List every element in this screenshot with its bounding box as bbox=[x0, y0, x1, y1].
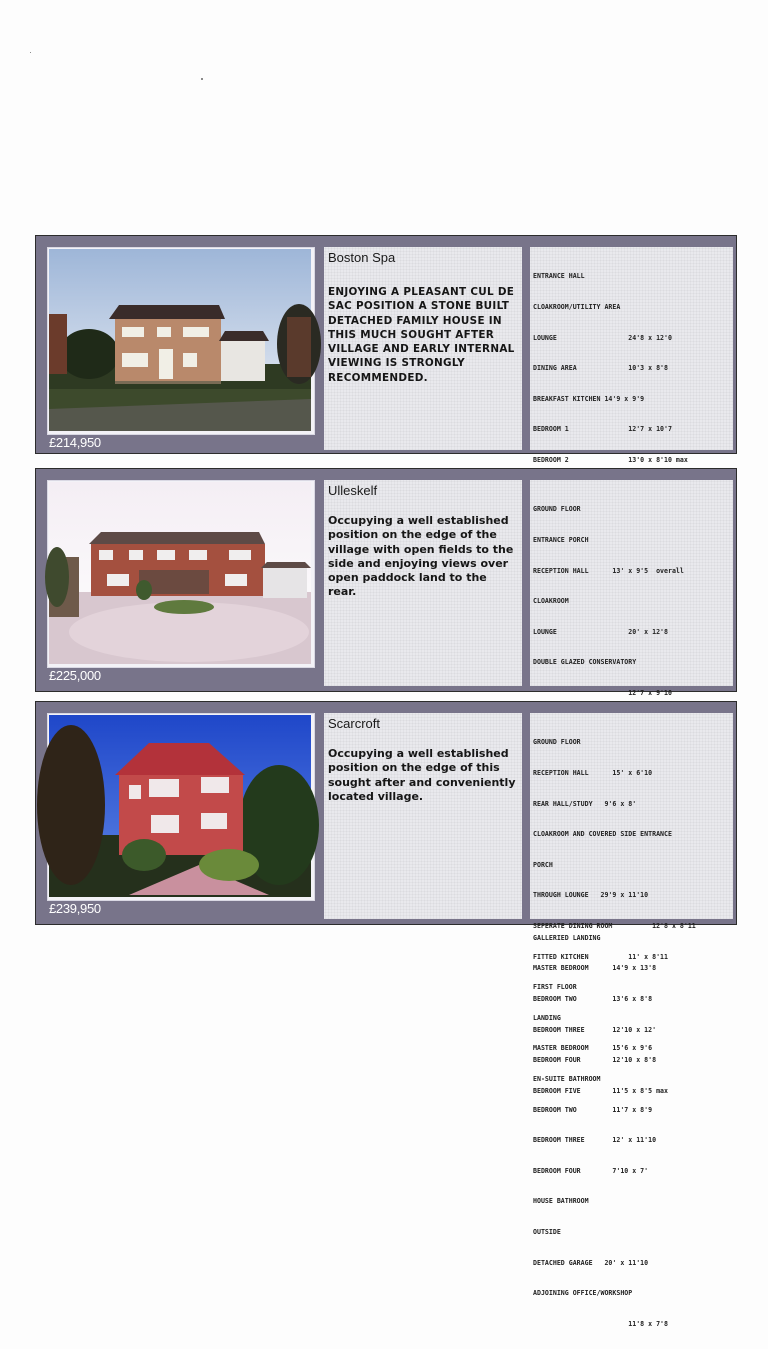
room-item: ADJOINING OFFICE/WORKSHOP bbox=[533, 1289, 633, 1298]
brick-house-image bbox=[49, 482, 311, 664]
room-item: BEDROOM THREE 12'10 x 12' bbox=[533, 1025, 657, 1034]
listing-price: £214,950 bbox=[49, 435, 101, 450]
room-item: 11'8 x 7'8 bbox=[533, 1319, 668, 1328]
property-photo[interactable] bbox=[49, 249, 311, 431]
listing-town[interactable]: Boston Spa bbox=[328, 250, 396, 265]
room-item: 12'7 x 9'10 bbox=[533, 688, 672, 697]
room-item: DOUBLE GLAZED CONSERVATORY bbox=[533, 658, 637, 667]
listing-description: ENJOYING A PLEASANT CUL DE SAC POSITION A STONE BUILT DETACHED FAMILY HOUSE IN THIS MUCH SOUGHT AFTER VILLAGE AND EARLY INTERNAL VIEWING IS STRONGLY RECOMMENDED. bbox=[328, 286, 515, 384]
room-item: RECEPTION HALL 13' x 9'5 overall bbox=[533, 566, 684, 575]
property-photo-frame bbox=[47, 480, 315, 668]
room-item: THROUGH LOUNGE 29'9 x 11'10 bbox=[533, 891, 649, 900]
scan-speck bbox=[201, 78, 203, 80]
room-item: MASTER BEDROOM 14'9 x 13'8 bbox=[533, 964, 657, 973]
room-item: LANDING bbox=[533, 1013, 561, 1022]
room-item: LOUNGE 24'8 x 12'0 bbox=[533, 333, 672, 342]
description-panel bbox=[324, 713, 522, 919]
scan-speck bbox=[30, 52, 31, 53]
listing-town[interactable]: Scarcroft bbox=[328, 716, 381, 731]
room-item: FITTED KITCHEN 11' x 8'11 bbox=[533, 952, 668, 961]
room-item: LOUNGE 20' x 12'8 bbox=[533, 627, 668, 636]
description-panel bbox=[324, 480, 522, 686]
listing-description: Occupying a well established position on the edge of this sought after and conveniently located village. bbox=[328, 747, 516, 803]
room-item: RECEPTION HALL 15' x 6'10 bbox=[533, 769, 653, 777]
room-item: GROUND FLOOR bbox=[533, 505, 581, 514]
room-item: ENTRANCE HALL bbox=[533, 272, 585, 281]
room-item: BEDROOM TWO 13'6 x 8'8 bbox=[533, 994, 653, 1003]
room-item: BEDROOM FOUR 7'10 x 7' bbox=[533, 1166, 649, 1175]
room-item: EN-SUITE BATHROOM bbox=[533, 1074, 601, 1083]
room-item: HOUSE BATHROOM bbox=[533, 1197, 589, 1206]
listing-price: £239,950 bbox=[49, 901, 101, 916]
room-item: CLOAKROOM bbox=[533, 597, 569, 606]
listing-town[interactable]: Ulleskelf bbox=[328, 483, 378, 498]
room-item: DINING AREA 10'3 x 8'8 bbox=[533, 364, 668, 373]
room-item: SEPERATE DINING ROOM 12'8 x 8'11 bbox=[533, 921, 696, 930]
room-item: OUTSIDE bbox=[533, 1227, 561, 1236]
room-item: BEDROOM TWO 11'7 x 8'9 bbox=[533, 1105, 653, 1114]
room-list bbox=[533, 717, 733, 1349]
listing-card-boston-spa[interactable] bbox=[35, 235, 737, 464]
property-photo[interactable] bbox=[49, 715, 311, 897]
room-item: BREAKFAST KITCHEN 14'9 x 9'9 bbox=[533, 394, 645, 403]
red-brick-house-image bbox=[49, 715, 311, 897]
room-item: PORCH bbox=[533, 860, 553, 869]
room-item: BEDROOM 1 12'7 x 10'7 bbox=[533, 425, 672, 434]
room-item: BEDROOM THREE 12' x 11'10 bbox=[533, 1136, 657, 1145]
room-item: BEDROOM FIVE 11'5 x 8'5 max bbox=[533, 1086, 668, 1095]
room-item: DETACHED GARAGE 20' x 11'10 bbox=[533, 1258, 649, 1267]
room-item: BEDROOM 2 13'0 x 8'10 max bbox=[533, 455, 688, 464]
room-item: MASTER BEDROOM 15'6 x 9'6 bbox=[533, 1044, 653, 1053]
room-item: GALLERIED LANDING bbox=[533, 933, 601, 942]
property-photo[interactable] bbox=[49, 482, 311, 664]
description-panel bbox=[324, 247, 522, 450]
listing-price: £225,000 bbox=[49, 668, 101, 683]
room-item: GROUND FLOOR bbox=[533, 738, 581, 747]
room-item: FIRST FLOOR bbox=[533, 983, 577, 992]
property-photo-frame bbox=[47, 247, 315, 435]
stone-house-image bbox=[49, 249, 311, 431]
rooms-panel bbox=[530, 247, 733, 464]
listing-description: Occupying a well established position on the edge of the village with open fields to the side and enjoying views over open paddock land to the rear. bbox=[328, 514, 514, 599]
room-item: CLOAKROOM AND COVERED SIDE ENTRANCE bbox=[533, 830, 672, 839]
room-item: CLOAKROOM/UTILITY AREA bbox=[533, 303, 621, 311]
room-item: BEDROOM FOUR 12'10 x 8'8 bbox=[533, 1056, 657, 1065]
room-item: REAR HALL/STUDY 9'6 x 8' bbox=[533, 799, 637, 808]
room-item: ENTRANCE PORCH bbox=[533, 536, 589, 544]
property-photo-frame bbox=[47, 713, 315, 901]
